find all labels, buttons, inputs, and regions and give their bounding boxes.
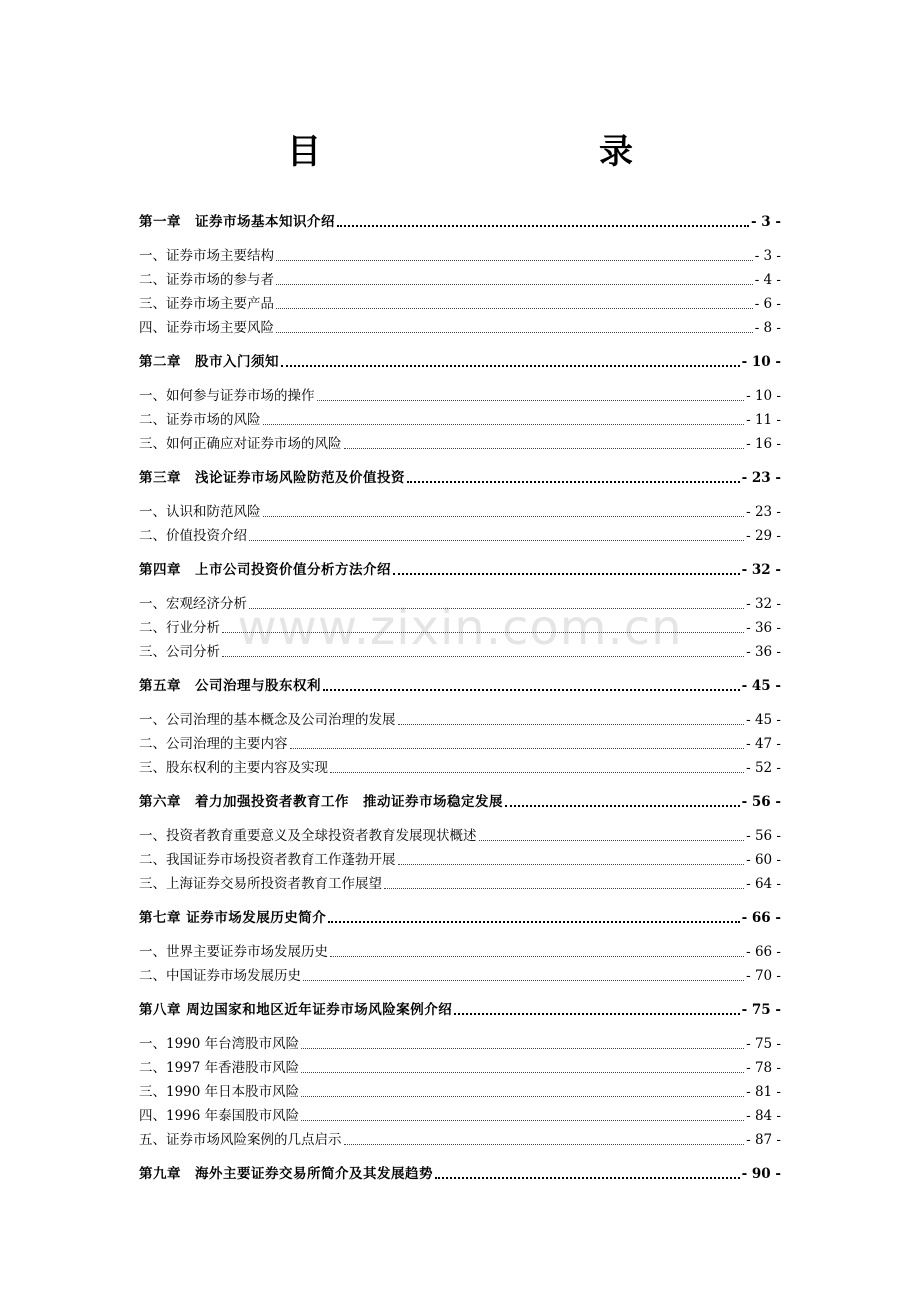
toc-section-entry[interactable] — [139, 642, 781, 662]
toc-dot-leader — [249, 608, 744, 609]
toc-page-number: - 45 - — [741, 678, 781, 694]
toc-dot-leader — [330, 956, 744, 957]
toc-dot-leader — [281, 365, 740, 367]
toc-chapter-entry[interactable] — [139, 1164, 781, 1184]
toc-chapter-entry[interactable] — [139, 676, 781, 696]
toc-section-entry[interactable] — [139, 1106, 781, 1126]
toc-entry-label: 一、如何参与证券市场的操作 — [139, 388, 315, 404]
toc-dot-leader — [301, 1048, 744, 1049]
toc-dot-leader — [222, 656, 744, 657]
toc-dot-leader — [479, 840, 745, 841]
toc-entry-label: 二、我国证券市场投资者教育工作蓬勃开展 — [139, 852, 396, 868]
toc-section-entry[interactable] — [139, 874, 781, 894]
toc-section-entry[interactable] — [139, 734, 781, 754]
toc-page-number: - 3 - — [754, 248, 781, 264]
toc-section-entry[interactable] — [139, 850, 781, 870]
toc-section-entry[interactable] — [139, 410, 781, 430]
toc-page-number: - 66 - — [746, 944, 781, 960]
toc-page-number: - 60 - — [746, 852, 781, 868]
toc-entry-label: 二、证券市场的风险 — [139, 412, 261, 428]
toc-entry-label: 三、股东权利的主要内容及实现 — [139, 760, 328, 776]
toc-entry-label: 第五章 公司治理与股东权利 — [139, 678, 321, 694]
toc-chapter-entry[interactable] — [139, 908, 781, 928]
toc-dot-leader — [222, 632, 744, 633]
toc-entry-label: 二、价值投资介绍 — [139, 528, 247, 544]
toc-section-entry[interactable] — [139, 618, 781, 638]
toc-page-number: - 84 - — [746, 1108, 781, 1124]
toc-entry-label: 二、公司治理的主要内容 — [139, 736, 288, 752]
toc-dot-leader — [323, 689, 740, 691]
toc-section-entry[interactable] — [139, 826, 781, 846]
toc-dot-leader — [344, 1144, 745, 1145]
toc-dot-leader — [303, 980, 744, 981]
toc-section-entry[interactable] — [139, 594, 781, 614]
toc-section-entry[interactable] — [139, 1058, 781, 1078]
toc-section-entry[interactable] — [139, 386, 781, 406]
toc-page-number: - 6 - — [754, 296, 781, 312]
toc-page-number: - 3 - — [751, 214, 781, 230]
toc-page-number: - 36 - — [746, 644, 781, 660]
toc-page-number: - 87 - — [746, 1132, 781, 1148]
toc-page-number: - 10 - — [746, 388, 781, 404]
toc-entry-label: 第二章 股市入门须知 — [139, 354, 279, 370]
toc-dot-leader — [276, 308, 753, 309]
toc-entry-label: 第八章 周边国家和地区近年证券市场风险案例介绍 — [139, 1002, 453, 1018]
toc-section-entry[interactable] — [139, 270, 781, 290]
toc-page-number: - 90 - — [741, 1166, 781, 1182]
toc-page-number: - 56 - — [746, 828, 781, 844]
toc-dot-leader — [301, 1120, 744, 1121]
toc-entry-label: 四、证券市场主要风险 — [139, 320, 274, 336]
page-title: 目 录 — [287, 132, 703, 172]
toc-entry-label: 第三章 浅论证券市场风险防范及价值投资 — [139, 470, 405, 486]
toc-page-number: - 32 - — [746, 596, 781, 612]
toc-dot-leader — [344, 448, 745, 449]
toc-dot-leader — [384, 888, 744, 889]
toc-dot-leader — [301, 1096, 744, 1097]
toc-dot-leader — [337, 225, 749, 227]
toc-dot-leader — [276, 332, 753, 333]
toc-dot-leader — [407, 481, 740, 483]
toc-entry-label: 一、证券市场主要结构 — [139, 248, 274, 264]
toc-entry-label: 三、公司分析 — [139, 644, 220, 660]
toc-section-entry[interactable] — [139, 942, 781, 962]
toc-entry-label: 二、中国证券市场发展历史 — [139, 968, 301, 984]
toc-page-number: - 70 - — [746, 968, 781, 984]
toc-entry-label: 一、宏观经济分析 — [139, 596, 247, 612]
toc-dot-leader — [330, 772, 744, 773]
toc-section-entry[interactable] — [139, 758, 781, 778]
toc-section-entry[interactable] — [139, 526, 781, 546]
toc-page-number: - 75 - — [741, 1002, 781, 1018]
toc-section-entry[interactable] — [139, 966, 781, 986]
toc-dot-leader — [276, 260, 753, 261]
toc-page-number: - 16 - — [746, 436, 781, 452]
toc-page-number: - 10 - — [741, 354, 781, 370]
toc-entry-label: 一、认识和防范风险 — [139, 504, 261, 520]
toc-dot-leader — [276, 284, 753, 285]
toc-entry-label: 一、公司治理的基本概念及公司治理的发展 — [139, 712, 396, 728]
toc-section-entry[interactable] — [139, 294, 781, 314]
toc-entry-label: 一、世界主要证券市场发展历史 — [139, 944, 328, 960]
toc-entry-label: 二、证券市场的参与者 — [139, 272, 274, 288]
toc-page-number: - 23 - — [746, 504, 781, 520]
toc-section-entry[interactable] — [139, 434, 781, 454]
toc-page-number: - 47 - — [746, 736, 781, 752]
toc-entry-label: 第六章 着力加强投资者教育工作 推动证券市场稳定发展 — [139, 794, 503, 810]
toc-dot-leader — [317, 400, 745, 401]
toc-dot-leader — [435, 1177, 740, 1179]
toc-section-entry[interactable] — [139, 1082, 781, 1102]
toc-dot-leader — [505, 805, 740, 807]
toc-section-entry[interactable] — [139, 318, 781, 338]
toc-chapter-entry[interactable] — [139, 212, 781, 232]
toc-page-number: - 45 - — [746, 712, 781, 728]
toc-dot-leader — [393, 573, 740, 575]
toc-dot-leader — [398, 724, 745, 725]
toc-chapter-entry[interactable] — [139, 352, 781, 372]
toc-chapter-entry[interactable] — [139, 468, 781, 488]
toc-dot-leader — [398, 864, 745, 865]
toc-page-number: - 81 - — [746, 1084, 781, 1100]
toc-section-entry[interactable] — [139, 710, 781, 730]
toc-section-entry[interactable] — [139, 502, 781, 522]
toc-dot-leader — [263, 516, 745, 517]
toc-dot-leader — [454, 1013, 739, 1015]
toc-entry-label: 第四章 上市公司投资价值分析方法介绍 — [139, 562, 391, 578]
toc-page-number: - 8 - — [754, 320, 781, 336]
toc-page-number: - 36 - — [746, 620, 781, 636]
toc-chapter-entry[interactable] — [139, 1000, 781, 1020]
toc-dot-leader — [249, 540, 744, 541]
toc-entry-label: 四、1996 年泰国股市风险 — [139, 1108, 300, 1124]
toc-page-number: - 11 - — [746, 412, 781, 428]
toc-entry-label: 三、上海证券交易所投资者教育工作展望 — [139, 876, 382, 892]
toc-entry-label: 二、行业分析 — [139, 620, 220, 636]
toc-entry-label: 三、1990 年日本股市风险 — [139, 1084, 300, 1100]
toc-page-number: - 4 - — [754, 272, 781, 288]
toc-page-number: - 32 - — [741, 562, 781, 578]
toc-page-number: - 52 - — [746, 760, 781, 776]
toc-page-number: - 56 - — [741, 794, 781, 810]
toc-page-number: - 64 - — [746, 876, 781, 892]
watermark: www.zixin.com.cn — [237, 600, 683, 656]
toc-chapter-entry[interactable] — [139, 560, 781, 580]
toc-dot-leader — [263, 424, 745, 425]
toc-section-entry[interactable] — [139, 246, 781, 266]
toc-page-number: - 29 - — [746, 528, 781, 544]
toc-entry-label: 第九章 海外主要证券交易所简介及其发展趋势 — [139, 1166, 433, 1182]
toc-page-number: - 23 - — [741, 470, 781, 486]
toc-entry-label: 一、投资者教育重要意义及全球投资者教育发展现状概述 — [139, 828, 477, 844]
toc-dot-leader — [328, 921, 739, 923]
toc-section-entry[interactable] — [139, 1130, 781, 1150]
toc-page-number: - 66 - — [741, 910, 781, 926]
toc-entry-label: 三、证券市场主要产品 — [139, 296, 274, 312]
toc-entry-label: 二、1997 年香港股市风险 — [139, 1060, 300, 1076]
toc-entry-label: 三、如何正确应对证券市场的风险 — [139, 436, 342, 452]
toc-entry-label: 五、证券市场风险案例的几点启示 — [139, 1132, 342, 1148]
toc-dot-leader — [290, 748, 745, 749]
toc-chapter-entry[interactable] — [139, 792, 781, 812]
toc-section-entry[interactable] — [139, 1034, 781, 1054]
toc-page-number: - 78 - — [746, 1060, 781, 1076]
toc-dot-leader — [301, 1072, 744, 1073]
toc-page-number: - 75 - — [746, 1036, 781, 1052]
toc-entry-label: 一、1990 年台湾股市风险 — [139, 1036, 300, 1052]
toc-entry-label: 第七章 证券市场发展历史简介 — [139, 910, 327, 926]
toc-entry-label: 第一章 证券市场基本知识介绍 — [139, 214, 335, 230]
